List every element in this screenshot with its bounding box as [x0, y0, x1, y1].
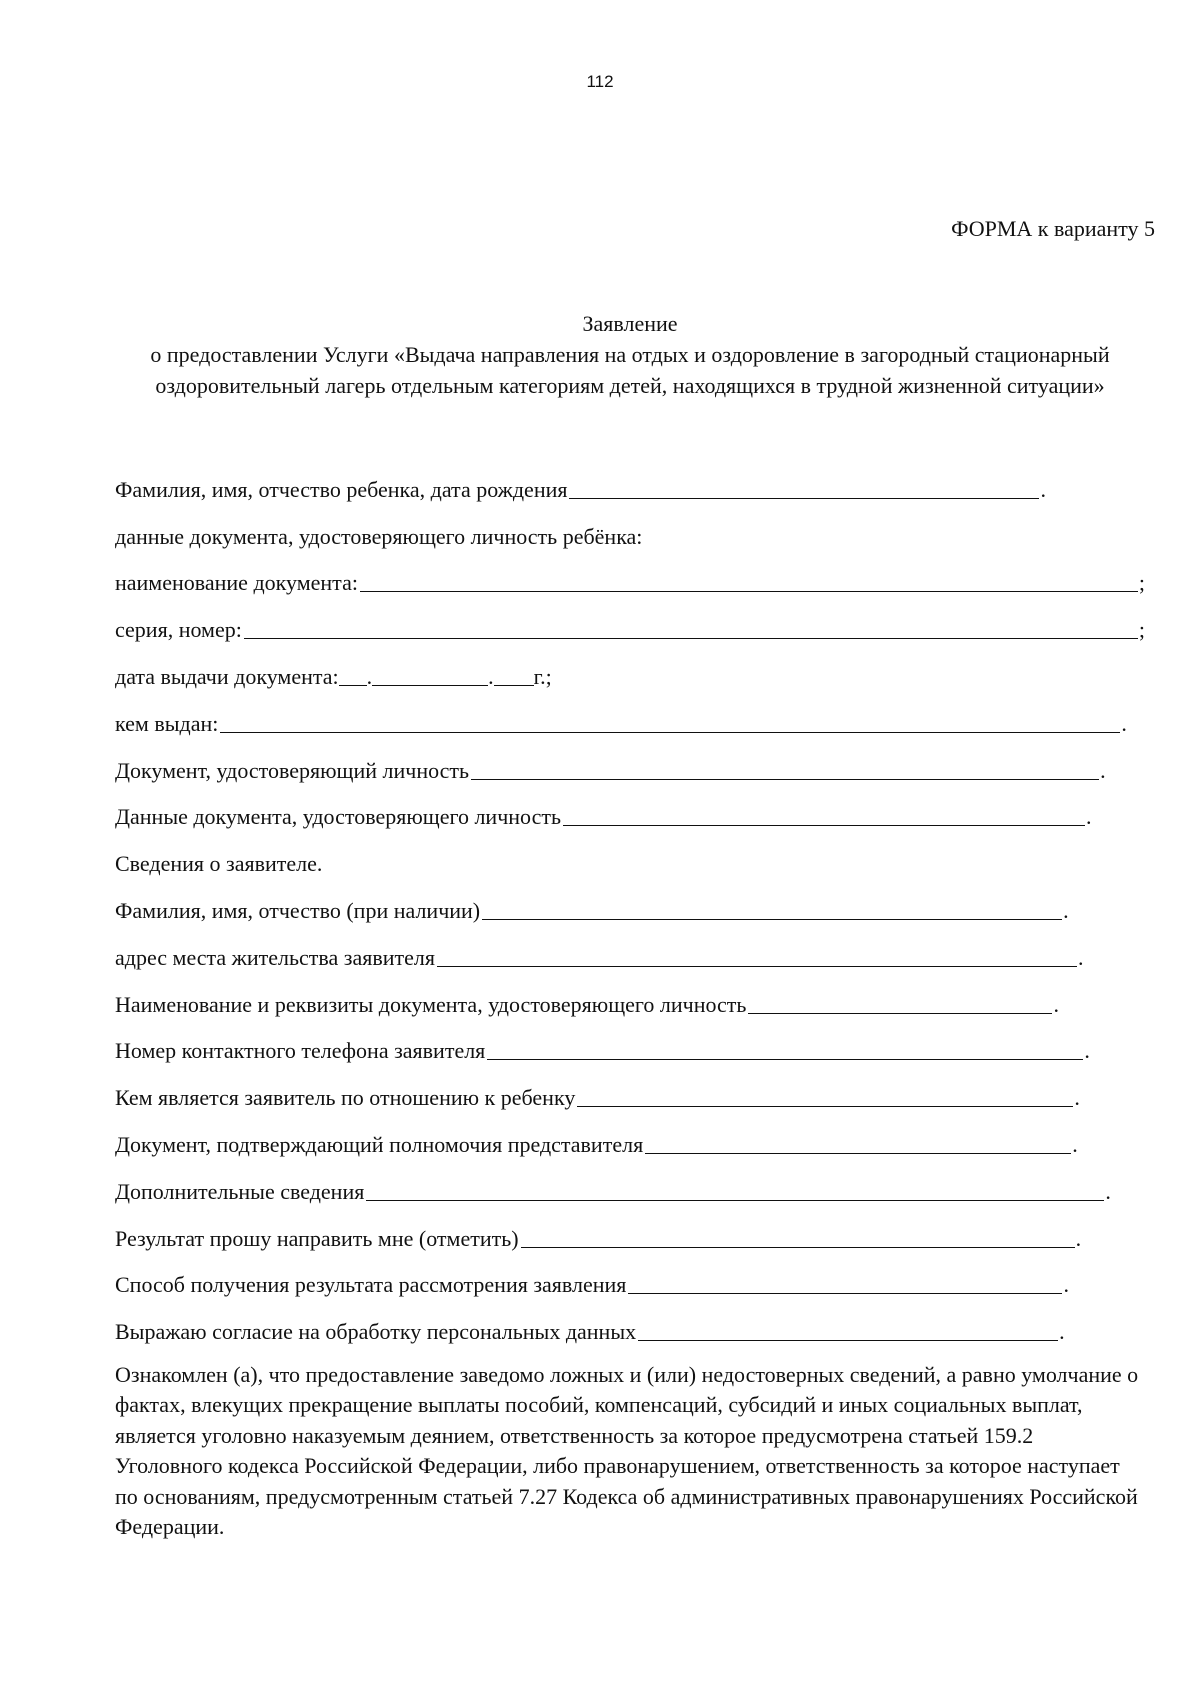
field-issued-by [115, 690, 1145, 737]
field-applicant-relation [115, 1064, 1145, 1111]
fill-line[interactable] [628, 1267, 1062, 1294]
field-end: ; [1138, 617, 1145, 643]
field-label: Документ, подтверждающий полномочия представителя [115, 1131, 644, 1157]
field-end: . [1053, 991, 1059, 1017]
date-separator: . [488, 663, 494, 689]
field-child-name [115, 456, 1145, 503]
fill-line[interactable] [366, 1174, 1104, 1201]
field-label: Наименование и реквизиты документа, удостоверяющего личность [115, 991, 747, 1017]
field-applicant-name [115, 877, 1145, 924]
field-label: Данные документа, удостоверяющего личность [115, 804, 562, 830]
fill-line[interactable] [244, 612, 1138, 639]
field-issue-date [115, 643, 1145, 690]
fill-line[interactable] [471, 753, 1099, 780]
field-label: Фамилия, имя, отчество ребенка, дата рождения [115, 476, 568, 502]
date-year-suffix: г.; [533, 663, 552, 689]
fill-line[interactable] [487, 1033, 1083, 1060]
field-data-consent [115, 1298, 1145, 1345]
field-document-name [115, 550, 1145, 597]
field-end: . [1075, 1225, 1082, 1251]
fill-line[interactable] [577, 1080, 1073, 1107]
fill-line[interactable] [360, 565, 1138, 592]
field-end: . [1086, 804, 1092, 830]
fill-line[interactable] [437, 940, 1077, 967]
field-series-number [115, 596, 1145, 643]
field-label: дата выдачи документа: [115, 663, 339, 689]
field-end: . [1063, 897, 1069, 923]
field-result-method [115, 1252, 1145, 1299]
fill-line[interactable] [638, 1314, 1058, 1341]
field-label: адрес места жительства заявителя [115, 944, 435, 970]
field-child-document-header [115, 503, 1145, 550]
fill-line[interactable] [645, 1127, 1071, 1154]
fill-line[interactable] [563, 799, 1085, 826]
document-title: Заявление [582, 311, 678, 336]
field-applicant-phone [115, 1018, 1145, 1065]
field-end: . [1078, 944, 1084, 970]
field-end: . [1063, 1272, 1069, 1298]
fill-line[interactable] [521, 1221, 1075, 1248]
field-label: кем выдан: [115, 710, 219, 736]
field-label: наименование документа: [115, 570, 358, 596]
field-label: Номер контактного телефона заявителя [115, 1038, 486, 1064]
field-result-delivery [115, 1205, 1145, 1252]
field-label: Выражаю согласие на обработку персональных данных [115, 1319, 637, 1345]
field-label: серия, номер: [115, 617, 242, 643]
title-block [120, 308, 1140, 401]
field-end: ; [1138, 570, 1145, 596]
field-end: . [1105, 1178, 1111, 1204]
field-label: данные документа, удостоверяющего личность ребёнка: [115, 523, 643, 549]
field-end: . [1121, 710, 1127, 736]
field-applicant-address [115, 924, 1145, 971]
field-label: Сведения о заявителе. [115, 851, 323, 877]
date-separator: . [366, 663, 373, 689]
field-identity-document-data [115, 784, 1145, 831]
field-end: . [1040, 476, 1046, 502]
fill-line[interactable] [482, 893, 1062, 920]
field-end: . [1100, 757, 1106, 783]
fill-line[interactable] [569, 472, 1039, 499]
document-subtitle: о предоставлении Услуги «Выдача направления на отдых и оздоровление в загородный стационарный оздоровительный лагерь отдельным категориям детей, находящихся в трудной жизненной ситуации» [150, 342, 1110, 398]
field-label: Результат прошу направить мне (отметить) [115, 1225, 519, 1251]
form-fields [115, 456, 1145, 1345]
field-label: Дополнительные сведения [115, 1178, 365, 1204]
field-representative-document [115, 1111, 1145, 1158]
field-end: . [1084, 1038, 1090, 1064]
field-end: . [1074, 1085, 1080, 1111]
field-label: Кем является заявитель по отношению к ребенку [115, 1085, 576, 1111]
field-label: Документ, удостоверяющий личность [115, 757, 470, 783]
date-month-line[interactable] [372, 661, 488, 686]
field-end: . [1059, 1319, 1065, 1345]
liability-notice: Ознакомлен (а), что предоставление заведомо ложных и (или) недостоверных сведений, а равно умолчание о фактах, влекущих прекращение выплаты пособий, компенсаций, субсидий и иных социальных выплат, является уголовно наказуемым деянием, ответственность за которое предусмотрена статьей 159.2 Уголовного кодекса Российской Федерации, либо правонарушением, ответственность за которое наступает по основаниям, предусмотренным статьей 7.27 Кодекса об административных правонарушениях Российской Федерации. [115, 1362, 1139, 1540]
field-additional-info [115, 1158, 1145, 1205]
field-identity-document [115, 737, 1145, 784]
field-label: Способ получения результата рассмотрения заявления [115, 1272, 627, 1298]
fill-line[interactable] [748, 987, 1052, 1014]
field-applicant-document [115, 971, 1145, 1018]
date-day-line[interactable] [339, 661, 367, 686]
fill-line[interactable] [220, 706, 1120, 733]
date-year-line[interactable] [494, 661, 534, 686]
page-number: 112 [586, 72, 614, 91]
field-end: . [1072, 1131, 1078, 1157]
form-variant-label: ФОРМА к варианту 5 [951, 216, 1155, 241]
field-applicant-header [115, 830, 1145, 877]
field-label: Фамилия, имя, отчество (при наличии) [115, 897, 481, 923]
